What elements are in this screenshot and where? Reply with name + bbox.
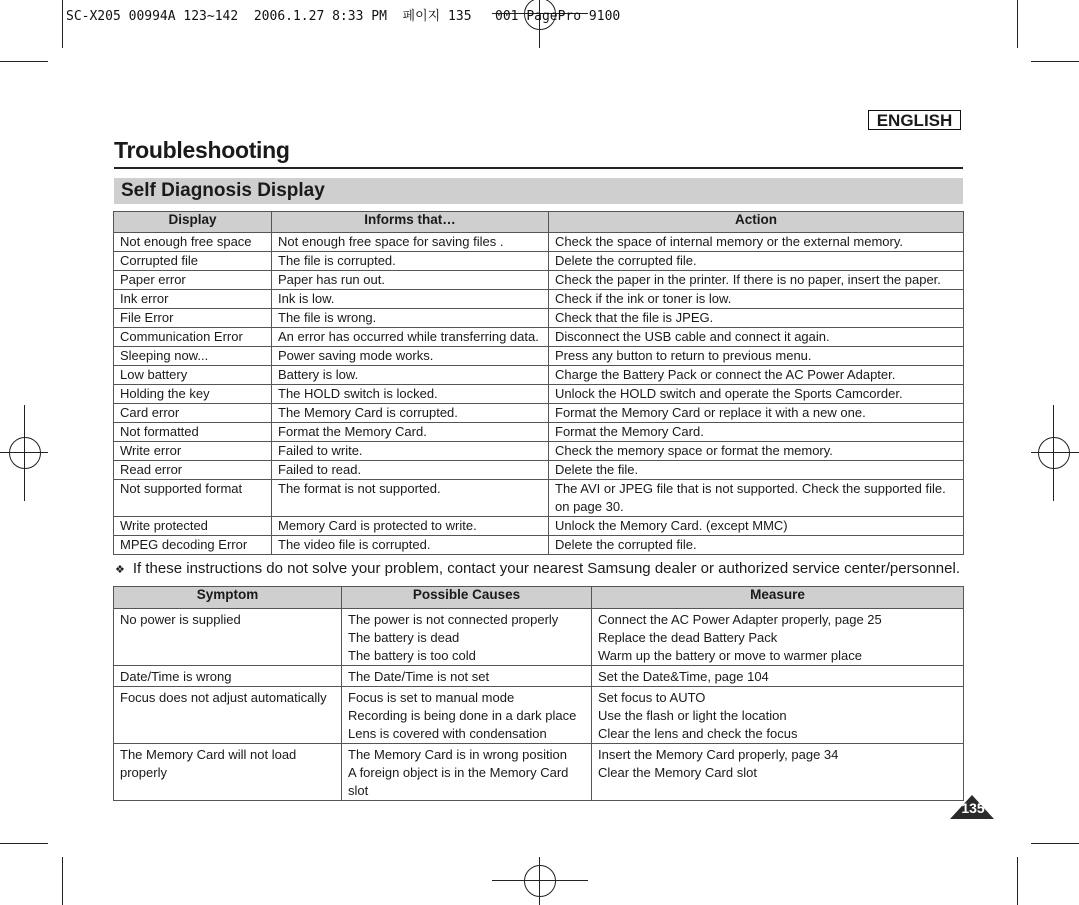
display-cell: Card error bbox=[114, 404, 272, 423]
action-cell: Format the Memory Card or replace it with a new one. bbox=[549, 404, 964, 423]
note-text: If these instructions do not solve your problem, contact your nearest Samsung dealer or authorized service center/personnel. bbox=[132, 560, 960, 577]
table-row bbox=[114, 347, 964, 366]
table-row bbox=[114, 461, 964, 480]
informs-cell: Failed to write. bbox=[272, 442, 549, 461]
table-row bbox=[114, 423, 964, 442]
crop-mark bbox=[0, 843, 48, 844]
informs-cell: Memory Card is protected to write. bbox=[272, 517, 549, 536]
measure-cell: Connect the AC Power Adapter properly, page 25 Replace the dead Battery Pack Warm up the battery or move to warmer place bbox=[592, 609, 964, 666]
action-cell: Check if the ink or toner is low. bbox=[549, 290, 964, 309]
action-cell: Charge the Battery Pack or connect the AC Power Adapter. bbox=[549, 366, 964, 385]
crop-mark bbox=[1031, 61, 1079, 62]
crop-mark bbox=[1017, 0, 1018, 48]
action-cell: Check the space of internal memory or the external memory. bbox=[549, 233, 964, 252]
crop-mark bbox=[62, 857, 63, 905]
table-row bbox=[114, 233, 964, 252]
display-cell: Ink error bbox=[114, 290, 272, 309]
table-row bbox=[114, 404, 964, 423]
column-header-cause: Possible Causes bbox=[342, 587, 592, 609]
table-row bbox=[114, 309, 964, 328]
table-row bbox=[114, 536, 964, 555]
display-cell: File Error bbox=[114, 309, 272, 328]
symptom-cell: Date/Time is wrong bbox=[114, 666, 342, 687]
action-cell: Delete the file. bbox=[549, 461, 964, 480]
cause-cell: Focus is set to manual mode Recording is being done in a dark place Lens is covered with condensation bbox=[342, 687, 592, 744]
table-row bbox=[114, 385, 964, 404]
note-bullet-icon: ❖ bbox=[115, 564, 125, 576]
table-row bbox=[114, 687, 964, 744]
action-cell: Delete the corrupted file. bbox=[549, 252, 964, 271]
table-row bbox=[114, 744, 964, 801]
display-cell: Not supported format bbox=[114, 480, 272, 517]
table-row bbox=[114, 517, 964, 536]
informs-cell: Format the Memory Card. bbox=[272, 423, 549, 442]
table-row bbox=[114, 252, 964, 271]
crop-mark bbox=[62, 0, 63, 48]
display-cell: Holding the key bbox=[114, 385, 272, 404]
symptom-cell: Focus does not adjust automatically bbox=[114, 687, 342, 744]
informs-cell: Not enough free space for saving files . bbox=[272, 233, 549, 252]
symptom-cell: The Memory Card will not load properly bbox=[114, 744, 342, 801]
display-cell: Corrupted file bbox=[114, 252, 272, 271]
measure-cell: Set the Date&Time, page 104 bbox=[592, 666, 964, 687]
display-cell: Sleeping now... bbox=[114, 347, 272, 366]
display-cell: Low battery bbox=[114, 366, 272, 385]
action-cell: The AVI or JPEG file that is not supported. Check the supported file. on page 30. bbox=[549, 480, 964, 517]
table-row bbox=[114, 666, 964, 687]
section-title: Self Diagnosis Display bbox=[114, 178, 963, 204]
informs-cell: An error has occurred while transferring data. bbox=[272, 328, 549, 347]
action-cell: Delete the corrupted file. bbox=[549, 536, 964, 555]
crop-mark bbox=[0, 61, 48, 62]
action-cell: Check the memory space or format the memory. bbox=[549, 442, 964, 461]
table-row bbox=[114, 290, 964, 309]
page-title: Troubleshooting bbox=[114, 137, 290, 163]
table-row bbox=[114, 480, 964, 517]
table-row bbox=[114, 271, 964, 290]
informs-cell: Failed to read. bbox=[272, 461, 549, 480]
column-header-measure: Measure bbox=[592, 587, 964, 609]
action-cell: Check the paper in the printer. If there is no paper, insert the paper. bbox=[549, 271, 964, 290]
display-cell: Communication Error bbox=[114, 328, 272, 347]
display-cell: MPEG decoding Error bbox=[114, 536, 272, 555]
self-diagnosis-table bbox=[113, 211, 964, 555]
symptom-cell: No power is supplied bbox=[114, 609, 342, 666]
informs-cell: The file is corrupted. bbox=[272, 252, 549, 271]
troubleshooting-table bbox=[113, 586, 964, 801]
action-cell: Check that the file is JPEG. bbox=[549, 309, 964, 328]
cause-cell: The Date/Time is not set bbox=[342, 666, 592, 687]
table-row bbox=[114, 609, 964, 666]
informs-cell: Ink is low. bbox=[272, 290, 549, 309]
informs-cell: The Memory Card is corrupted. bbox=[272, 404, 549, 423]
crop-mark bbox=[1017, 857, 1018, 905]
crop-mark bbox=[1031, 843, 1079, 844]
display-cell: Write error bbox=[114, 442, 272, 461]
informs-cell: Battery is low. bbox=[272, 366, 549, 385]
print-header: SC-X205 00994A 123~142 2006.1.27 8:33 PM 페이지 135 001 PagePro 9100 bbox=[66, 9, 621, 24]
display-cell: Not enough free space bbox=[114, 233, 272, 252]
display-cell: Paper error bbox=[114, 271, 272, 290]
column-header-display: Display bbox=[114, 212, 272, 233]
action-cell: Press any button to return to previous menu. bbox=[549, 347, 964, 366]
table-row bbox=[114, 328, 964, 347]
display-cell: Write protected bbox=[114, 517, 272, 536]
cause-cell: The Memory Card is in wrong position A foreign object is in the Memory Card slot bbox=[342, 744, 592, 801]
table-row bbox=[114, 366, 964, 385]
informs-cell: Power saving mode works. bbox=[272, 347, 549, 366]
cause-cell: The power is not connected properly The battery is dead The battery is too cold bbox=[342, 609, 592, 666]
informs-cell: Paper has run out. bbox=[272, 271, 549, 290]
informs-cell: The file is wrong. bbox=[272, 309, 549, 328]
page-number: 135 bbox=[961, 800, 985, 816]
action-cell: Format the Memory Card. bbox=[549, 423, 964, 442]
table-row bbox=[114, 442, 964, 461]
column-header-informs: Informs that… bbox=[272, 212, 549, 233]
informs-cell: The format is not supported. bbox=[272, 480, 549, 517]
measure-cell: Insert the Memory Card properly, page 34 Clear the Memory Card slot bbox=[592, 744, 964, 801]
display-cell: Read error bbox=[114, 461, 272, 480]
display-cell: Not formatted bbox=[114, 423, 272, 442]
informs-cell: The HOLD switch is locked. bbox=[272, 385, 549, 404]
measure-cell: Set focus to AUTO Use the flash or light the location Clear the lens and check the focus bbox=[592, 687, 964, 744]
informs-cell: The video file is corrupted. bbox=[272, 536, 549, 555]
action-cell: Unlock the Memory Card. (except MMC) bbox=[549, 517, 964, 536]
action-cell: Unlock the HOLD switch and operate the Sports Camcorder. bbox=[549, 385, 964, 404]
action-cell: Disconnect the USB cable and connect it again. bbox=[549, 328, 964, 347]
title-divider bbox=[114, 167, 963, 169]
column-header-action: Action bbox=[549, 212, 964, 233]
service-note bbox=[115, 560, 960, 577]
language-badge: ENGLISH bbox=[868, 110, 961, 130]
column-header-symptom: Symptom bbox=[114, 587, 342, 609]
